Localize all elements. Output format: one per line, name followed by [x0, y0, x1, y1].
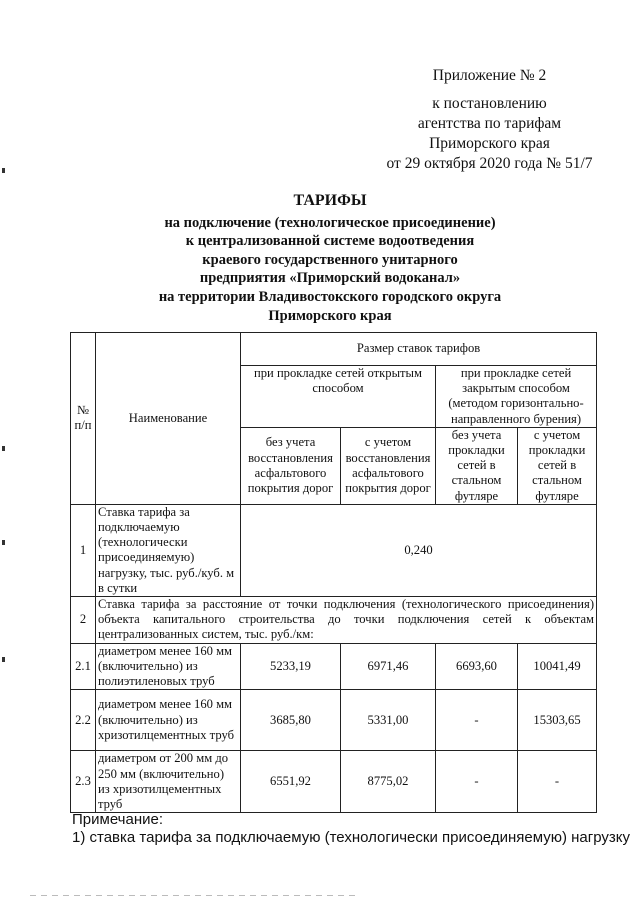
row-value: - — [518, 751, 597, 813]
appendix-line: к постановлению — [432, 95, 547, 112]
scan-mark — [2, 446, 5, 451]
row-num: 2.2 — [71, 690, 96, 751]
appendix-line: агентства по тарифам — [417, 115, 562, 132]
note-line: 1) ставка тарифа за подключаемую (технологически присоединяемую) нагрузку — [72, 829, 631, 846]
title-line: на подключение (технологическое присоединение) — [164, 214, 496, 231]
header-col1: без учета восстановления асфальтового покрытия дорог — [241, 427, 341, 504]
row-num: 2.1 — [71, 643, 96, 690]
header-name: Наименование — [96, 333, 241, 505]
row-value: 10041,49 — [518, 643, 597, 690]
row-name: диаметром менее 160 мм (включительно) из полиэтиленовых труб — [96, 643, 241, 690]
header-col3: без учета прокладки сетей в стальном футляре — [436, 427, 518, 504]
table-row — [71, 643, 597, 690]
header-col4: с учетом прокладки сетей в стальном футляре — [518, 427, 597, 504]
row-name: Ставка тарифа за подключаемую (технологически присоединяемую) нагрузку, тыс. руб./куб. м в сутки — [96, 504, 241, 596]
row-text: Ставка тарифа за расстояние от точки подключения (технологического присоединения) объекта капитального строительства до точки подключения сетей к объектам централизованных систем, тыс. руб./км: — [96, 597, 597, 644]
header-col2: с учетом восстановления асфальтового покрытия дорог — [341, 427, 436, 504]
row-value: - — [436, 690, 518, 751]
row-value: 15303,65 — [518, 690, 597, 751]
title-line: на территории Владивостокского городского округа — [158, 288, 502, 305]
row-value: 8775,02 — [341, 751, 436, 813]
scan-mark — [2, 168, 5, 173]
appendix-block — [372, 66, 607, 174]
row-value: 6693,60 — [436, 643, 518, 690]
table-row — [71, 751, 597, 813]
document-title — [100, 192, 560, 325]
row-value: - — [436, 751, 518, 813]
title-line: краевого государственного унитарного — [202, 251, 458, 268]
note-title: Примечание: — [72, 811, 163, 828]
row-num: 1 — [71, 504, 96, 596]
scan-mark — [2, 540, 5, 545]
appendix-line: Приморского края — [429, 135, 550, 152]
appendix-line: от 29 октября 2020 года № 51/7 — [386, 155, 593, 172]
row-value: 3685,80 — [241, 690, 341, 751]
row-value: 5233,19 — [241, 643, 341, 690]
scan-artifact — [30, 895, 360, 896]
table-row — [71, 690, 597, 751]
row-value: 5331,00 — [341, 690, 436, 751]
header-closed: при прокладке сетей закрытым способом (методом горизонтально-направленного бурения) — [436, 366, 597, 428]
row-value: 6551,92 — [241, 751, 341, 813]
title-line: Приморского края — [268, 307, 392, 324]
title-line: предприятия «Приморский водоканал» — [199, 270, 461, 287]
row-value: 6971,46 — [341, 643, 436, 690]
row-value: 0,240 — [241, 504, 597, 596]
header-num: № п/п — [71, 333, 96, 505]
header-size: Размер ставок тарифов — [241, 333, 597, 366]
tariffs-table — [70, 332, 597, 813]
scan-mark — [2, 657, 5, 662]
table-row — [71, 504, 597, 596]
row-num: 2 — [71, 597, 96, 644]
appendix-title: Приложение № 2 — [432, 67, 547, 84]
title-main: ТАРИФЫ — [293, 192, 367, 209]
row-name: диаметром от 200 мм до 250 мм (включительно) из хризотилцементных труб — [96, 751, 241, 813]
row-num: 2.3 — [71, 751, 96, 813]
header-open: при прокладке сетей открытым способом — [241, 366, 436, 428]
row-name: диаметром менее 160 мм (включительно) из хризотилцементных труб — [96, 690, 241, 751]
table-header-row — [71, 333, 597, 366]
title-line: к централизованной системе водоотведения — [185, 233, 475, 250]
table-row — [71, 597, 597, 644]
